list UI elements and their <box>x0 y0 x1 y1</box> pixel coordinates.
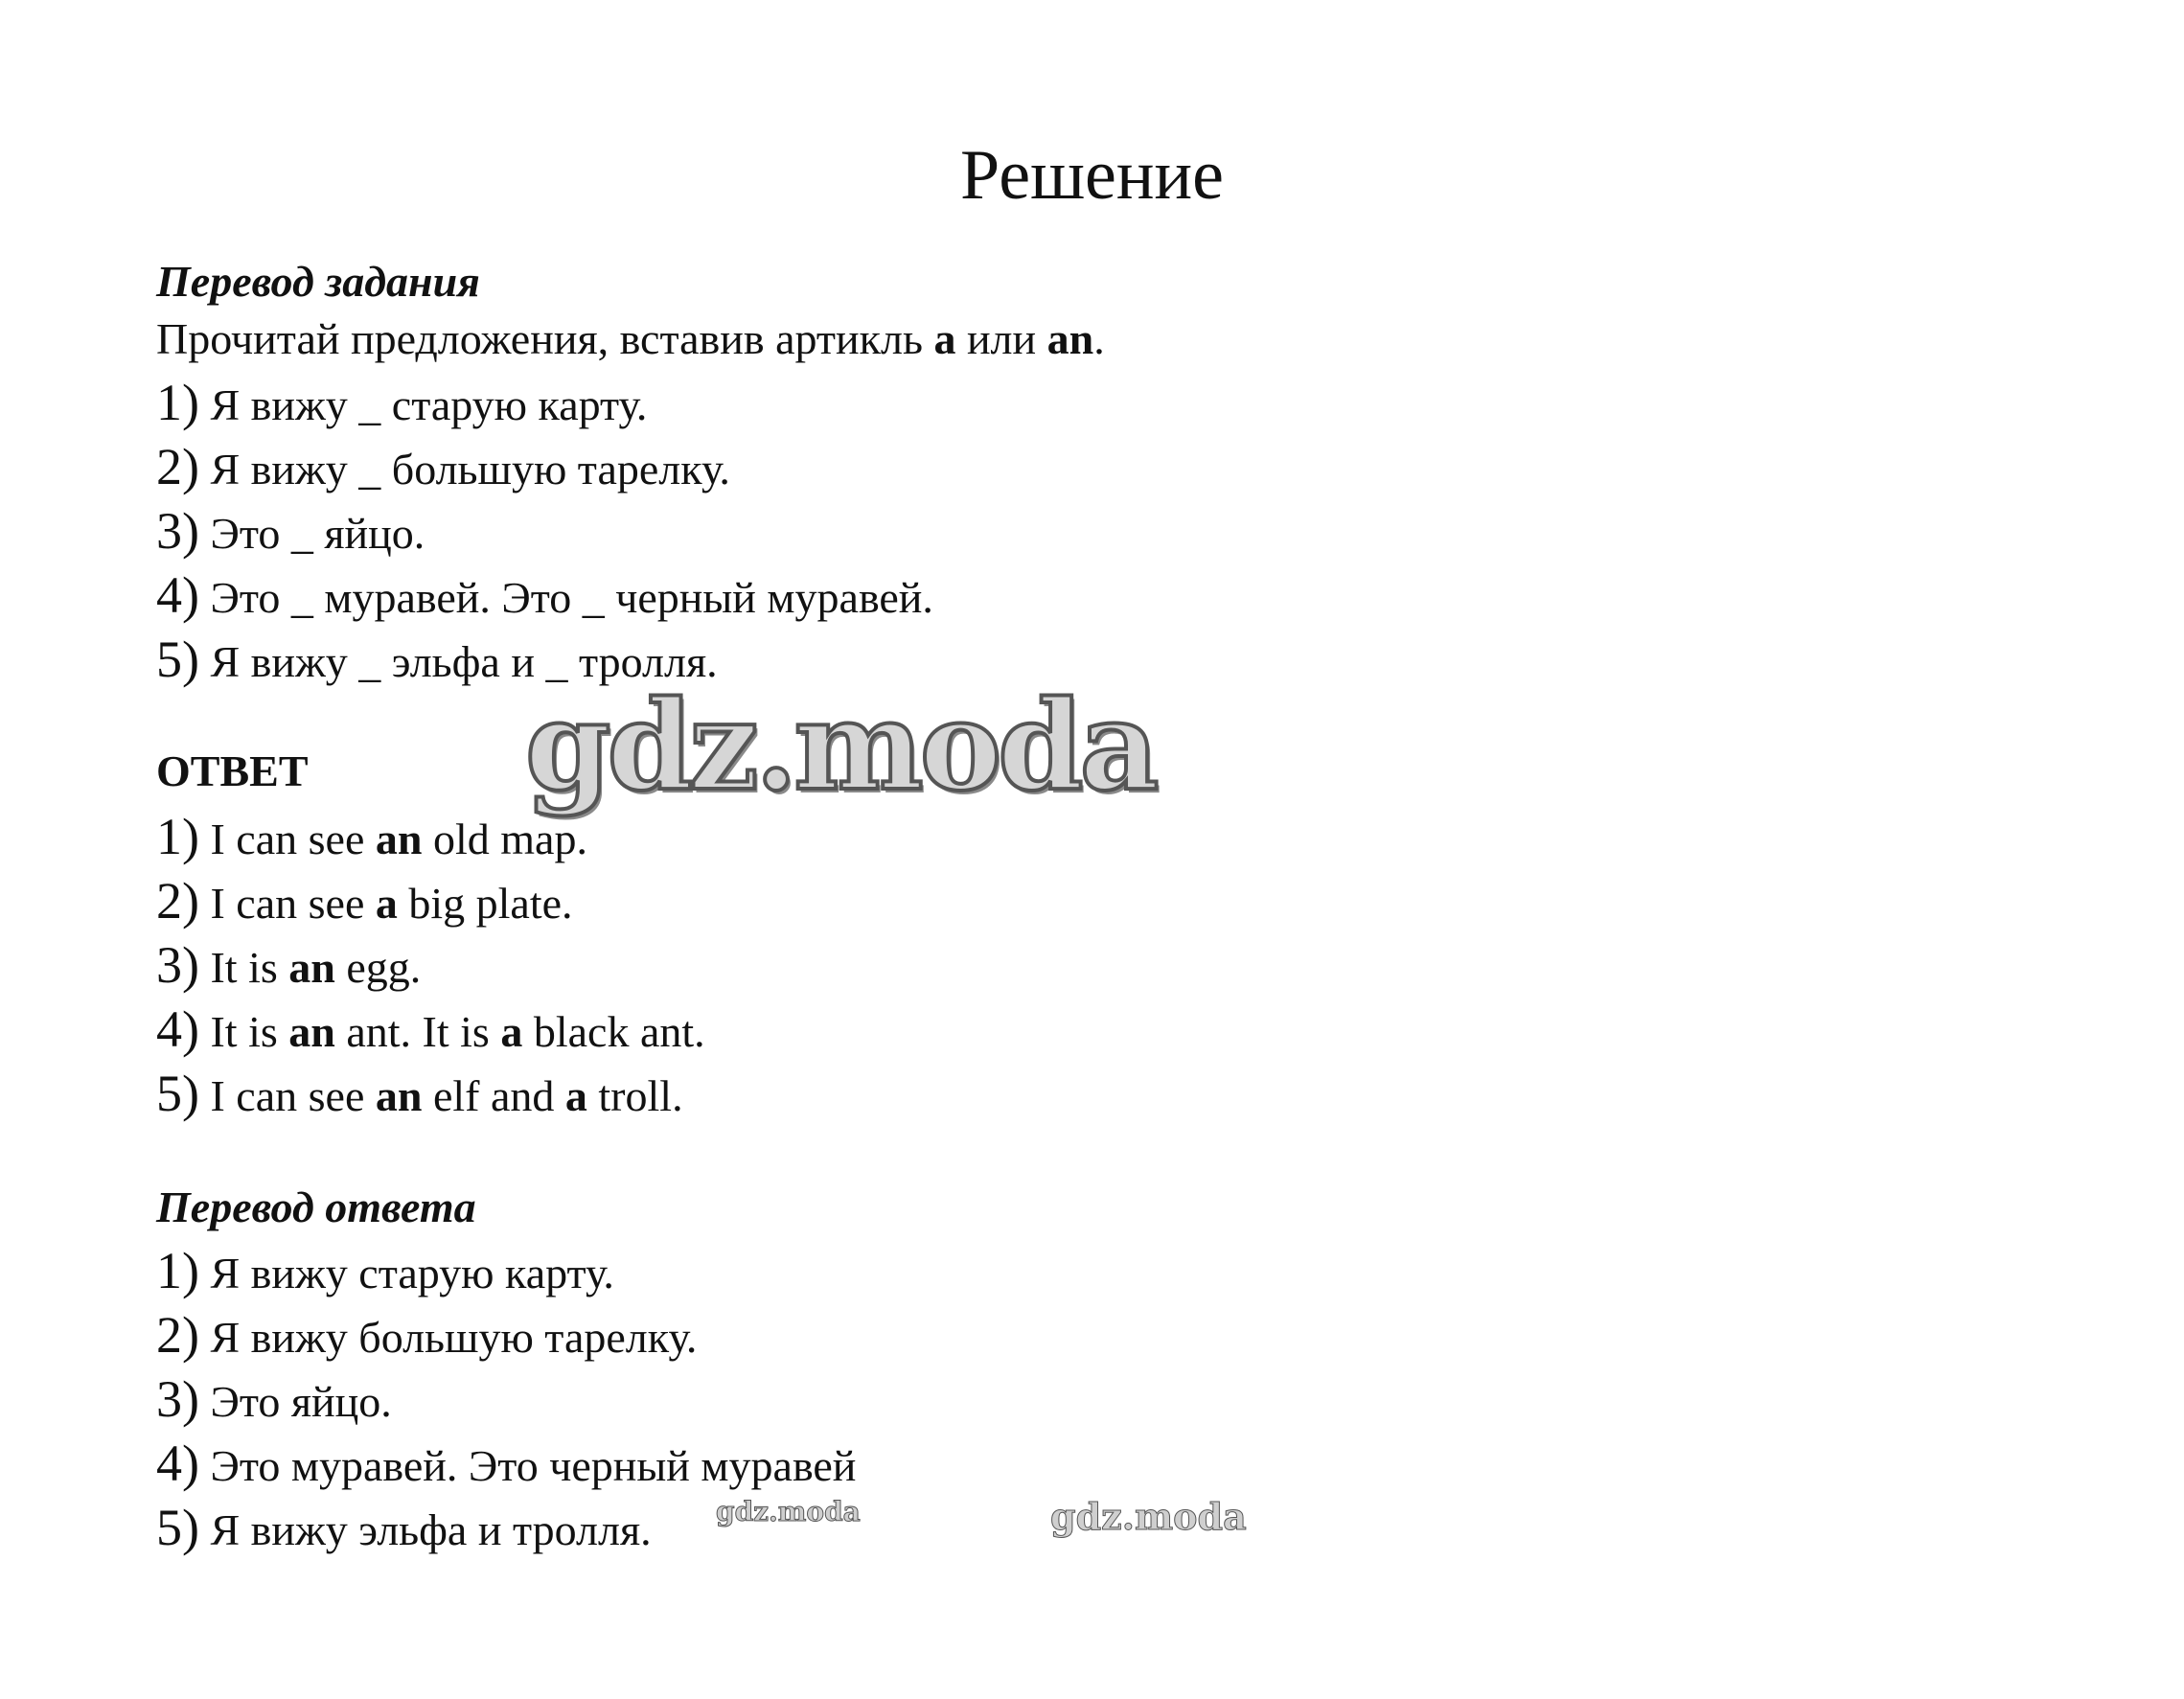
translation-item <box>156 1306 697 1366</box>
item-text: Я вижу старую карту. <box>198 1249 614 1297</box>
answer-text: I can see <box>198 1071 376 1120</box>
item-text: Это _ муравей. Это _ черный муравей. <box>198 573 933 622</box>
item-number: 3) <box>156 502 199 560</box>
answer-article: an <box>288 1007 335 1056</box>
item-number: 1) <box>156 808 199 865</box>
answer-text: big plate. <box>397 879 573 928</box>
item-text: Я вижу эльфа и тролля. <box>198 1505 652 1554</box>
item-text: Я вижу _ эльфа и _ тролля. <box>198 637 718 686</box>
item-text: Я вижу _ старую карту. <box>198 380 648 429</box>
answer-text: elf and <box>422 1071 565 1120</box>
answer-heading: ОТВЕТ <box>156 746 309 795</box>
item-number: 2) <box>156 872 199 930</box>
watermark-small: gdz.moda <box>716 1496 861 1527</box>
instruction-article-an: an <box>1046 314 1094 363</box>
answer-translation-heading: Перевод ответа <box>156 1182 476 1231</box>
answer-article: an <box>375 815 423 863</box>
item-number: 1) <box>156 374 199 431</box>
item-number: 2) <box>156 1306 199 1364</box>
watermark-small: gdz.moda <box>1050 1495 1247 1538</box>
item-number: 4) <box>156 1435 199 1492</box>
item-number: 3) <box>156 1370 199 1428</box>
answer-article: a <box>375 879 398 928</box>
answer-item <box>156 1000 705 1061</box>
translation-item <box>156 1435 856 1495</box>
item-text: Я вижу большую тарелку. <box>198 1313 698 1362</box>
task-item <box>156 438 730 498</box>
answer-text: I can see <box>198 879 376 928</box>
answer-text: It is <box>198 1007 289 1056</box>
answer-item <box>156 1065 683 1125</box>
task-item <box>156 502 425 563</box>
answer-article: an <box>288 943 335 992</box>
item-number: 5) <box>156 631 199 688</box>
answer-text: troll. <box>586 1071 683 1120</box>
task-item <box>156 566 933 627</box>
answer-text: ant. It is <box>334 1007 501 1056</box>
answer-text: I can see <box>198 815 376 863</box>
item-number: 5) <box>156 1499 199 1556</box>
item-number: 5) <box>156 1065 199 1122</box>
item-number: 4) <box>156 1000 199 1058</box>
instruction-text: Прочитай предложения, вставив артикль <box>156 314 934 363</box>
answer-item <box>156 808 587 868</box>
task-item <box>156 374 647 434</box>
task-instruction <box>156 310 1105 368</box>
item-number: 2) <box>156 438 199 495</box>
watermark-logo: gdz.moda <box>525 675 1156 818</box>
answer-text: egg. <box>334 943 422 992</box>
page-title: Решение <box>960 136 1224 215</box>
instruction-or: или <box>955 314 1047 363</box>
translation-item <box>156 1370 392 1431</box>
translation-item <box>156 1499 652 1559</box>
answer-item <box>156 872 573 932</box>
instruction-period: . <box>1093 314 1105 363</box>
instruction-article-a: a <box>933 314 956 363</box>
item-text: Я вижу _ большую тарелку. <box>198 445 730 494</box>
translation-item <box>156 1242 614 1302</box>
item-text: Это яйцо. <box>198 1377 392 1426</box>
answer-text: black ant. <box>522 1007 705 1056</box>
item-text: Это _ яйцо. <box>198 509 425 558</box>
item-number: 1) <box>156 1242 199 1299</box>
answer-text: It is <box>198 943 289 992</box>
item-number: 4) <box>156 566 199 624</box>
answer-item <box>156 936 421 997</box>
item-text: Это муравей. Это черный муравей <box>198 1441 857 1490</box>
item-number: 3) <box>156 936 199 994</box>
answer-article: an <box>375 1071 423 1120</box>
answer-text: old map. <box>422 815 587 863</box>
task-translation-heading: Перевод задания <box>156 257 480 306</box>
answer-article: a <box>564 1071 587 1120</box>
answer-article: a <box>500 1007 523 1056</box>
